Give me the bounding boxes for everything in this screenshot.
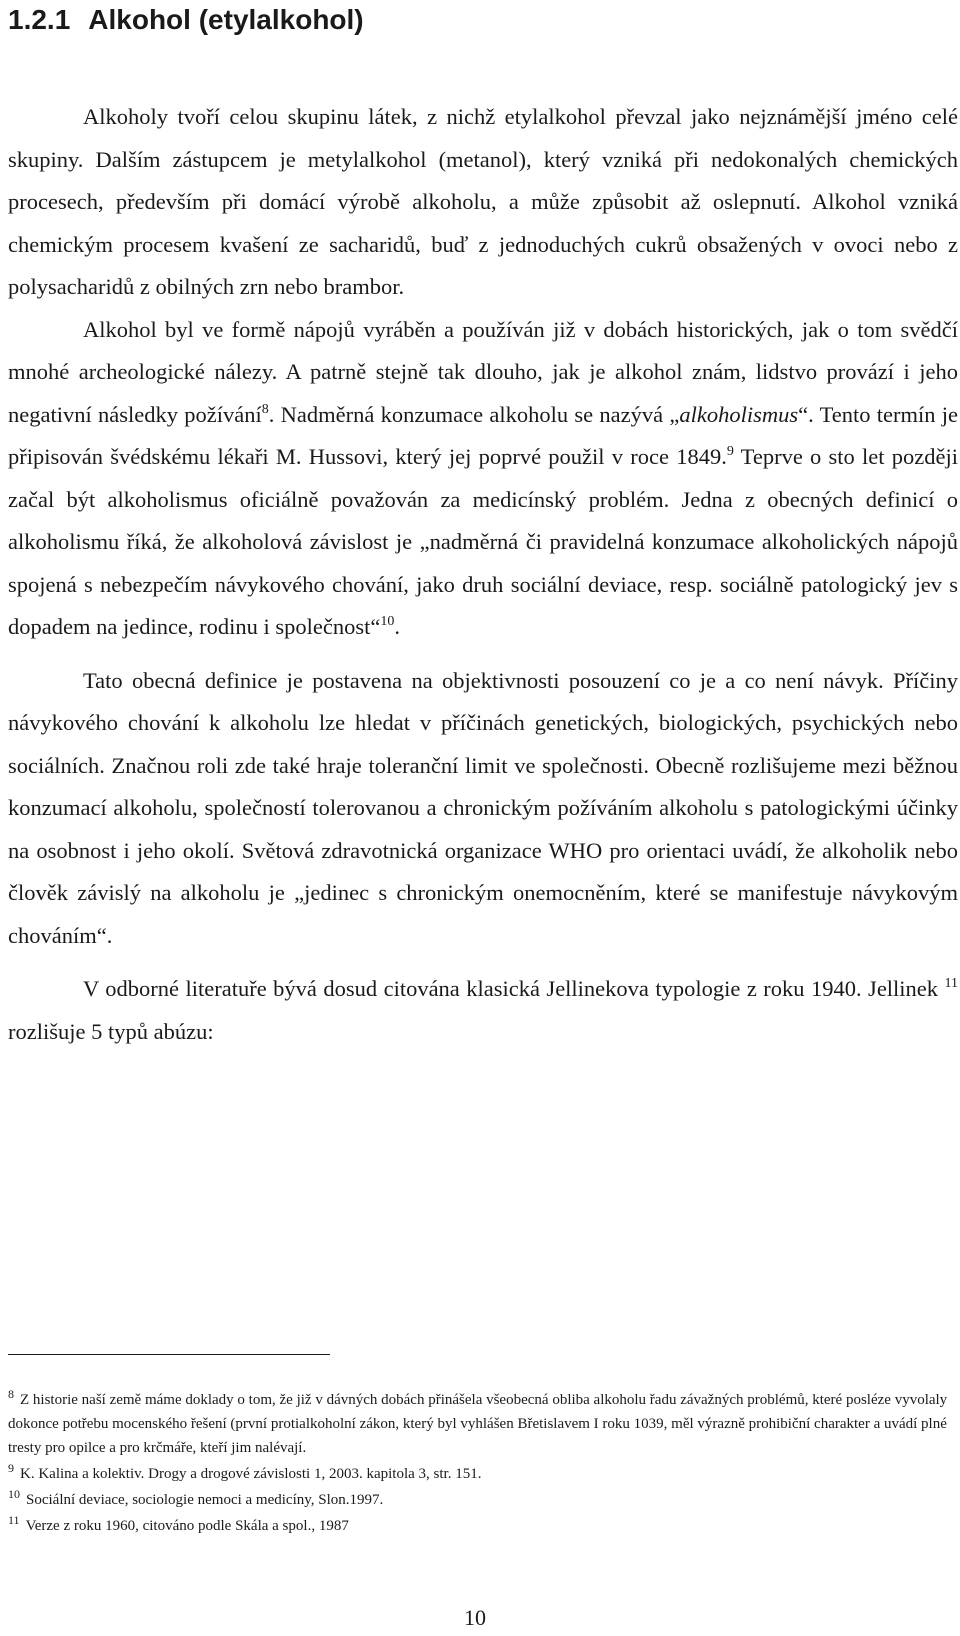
footnote-separator [8, 1354, 330, 1355]
page-number: 10 [464, 1605, 486, 1630]
paragraph-2-text-5: . [394, 614, 401, 639]
footnote-10 [8, 1488, 958, 1512]
paragraph-2-text-1: Alkohol byl ve formě nápojů vyráběn a používán již v dobách historických, jak o tom svědčí mnohé archeologické nálezy. A patrně stejně tak dlouho, jak je alkohol znám, lidstvo provází i jeho negativní následky požívání [8, 316, 958, 427]
section-heading [8, 2, 364, 38]
footnote-text: Z historie naší země máme doklady o tom, že již v dávných dobách přinášela všeobecná obliba alkoholu řadu závažných problémů, které posléze vyvolaly dokonce potřebu mocenského řešení (první protialkoholní zákon, který byl vyhlášen Břetislavem I roku 1039, měl výrazně prohibiční charakter a uvádí plné tresty pro opilce a pro krčmáře, kteří jim nalévají. [8, 1392, 948, 1456]
footnote-text: Sociální deviace, sociologie nemoci a medicíny, Slon.1997. [26, 1492, 384, 1508]
footnote-marker: 8 [8, 1387, 14, 1401]
paragraph-4-text-2: rozlišuje 5 typů abúzu: [8, 1018, 214, 1044]
footnotes [8, 1388, 958, 1538]
paragraph-1: Alkoholy tvoří celou skupinu látek, z nichž etylalkohol převzal jako nejznámější jméno celé skupiny. Dalším zástupcem je metylalkohol (metanol), který vzniká při nedokonalých chemických procesech, především při domácí výrobě alkoholu, a může způsobit až oslepnutí. Alkohol vzniká chemickým procesem kvašení ze sacharidů, buď z jednoduchých cukrů obsažených v ovoci nebo z polysacharidů z obilných zrn nebo brambor. [8, 104, 958, 299]
paragraph-2-text-2: . Nadměrná konzumace alkoholu se nazývá „ [268, 401, 680, 427]
footnote-ref-11: 11 [944, 976, 958, 991]
paragraph-4 [8, 968, 958, 1053]
footnote-text: K. Kalina a kolektiv. Drogy a drogové závislosti 1, 2003. kapitola 3, str. 151. [20, 1466, 482, 1482]
paragraph-2-text-3: “. Tento termín je připisován švédskému lékaři M. Hussovi, který jej poprvé použil v roce 1849. [8, 401, 958, 469]
section-title: Alkohol (etylalkohol) [88, 4, 364, 35]
footnote-ref-10: 10 [380, 614, 395, 629]
footnote-ref-9: 9 [726, 444, 734, 459]
footnote-9 [8, 1462, 958, 1486]
body-text [8, 96, 958, 1053]
paragraph-3: Tato obecná definice je postavena na objektivnosti posouzení co je a co není návyk. Příčiny návykového chování k alkoholu lze hledat v příčinách genetických, biologických, psychických nebo sociálních. Značnou roli zde také hraje toleranční limit ve společnosti. Obecně rozlišujeme mezi běžnou konzumací alkoholu, společností tolerovanou a chronickým požíváním alkoholu s patologickými účinky na osobnost i jeho okolí. Světová zdravotnická organizace WHO pro orientaci uvádí, že alkoholik nebo člověk závislý na alkoholu je „jedinec s chronickým onemocněním, které se manifestuje návykovým chováním“. [8, 667, 958, 948]
term-alkoholismus: alkoholismus [679, 401, 799, 427]
paragraph-2-text-4: Teprve o sto let později začal být alkoholismus oficiálně považován za medicínský problém. Jedna z obecných definicí o alkoholismu říká, že alkoholová závislost je „nadměrná či pravidelná konzumace alkoholických nápojů spojená s nebezpečím návykového chování, jako druh sociální deviace, resp. sociálně patologický jev s dopadem na jedince, rodinu i společnost“ [8, 444, 958, 639]
footnote-ref-8: 8 [261, 401, 269, 417]
paragraph-4-text-1: V odborné literatuře bývá dosud citována klasická Jellinekova typologie z roku 1940. Jellinek [83, 976, 945, 1001]
footnote-11 [8, 1514, 958, 1538]
footnote-marker: 10 [8, 1487, 20, 1501]
footnote-marker: 11 [8, 1513, 20, 1527]
footnote-8 [8, 1388, 958, 1460]
section-number: 1.2.1 [8, 4, 71, 35]
paragraph-2 [8, 309, 958, 649]
footnote-marker: 9 [8, 1461, 14, 1475]
footnote-text: Verze z roku 1960, citováno podle Skála a spol., 1987 [25, 1518, 349, 1534]
